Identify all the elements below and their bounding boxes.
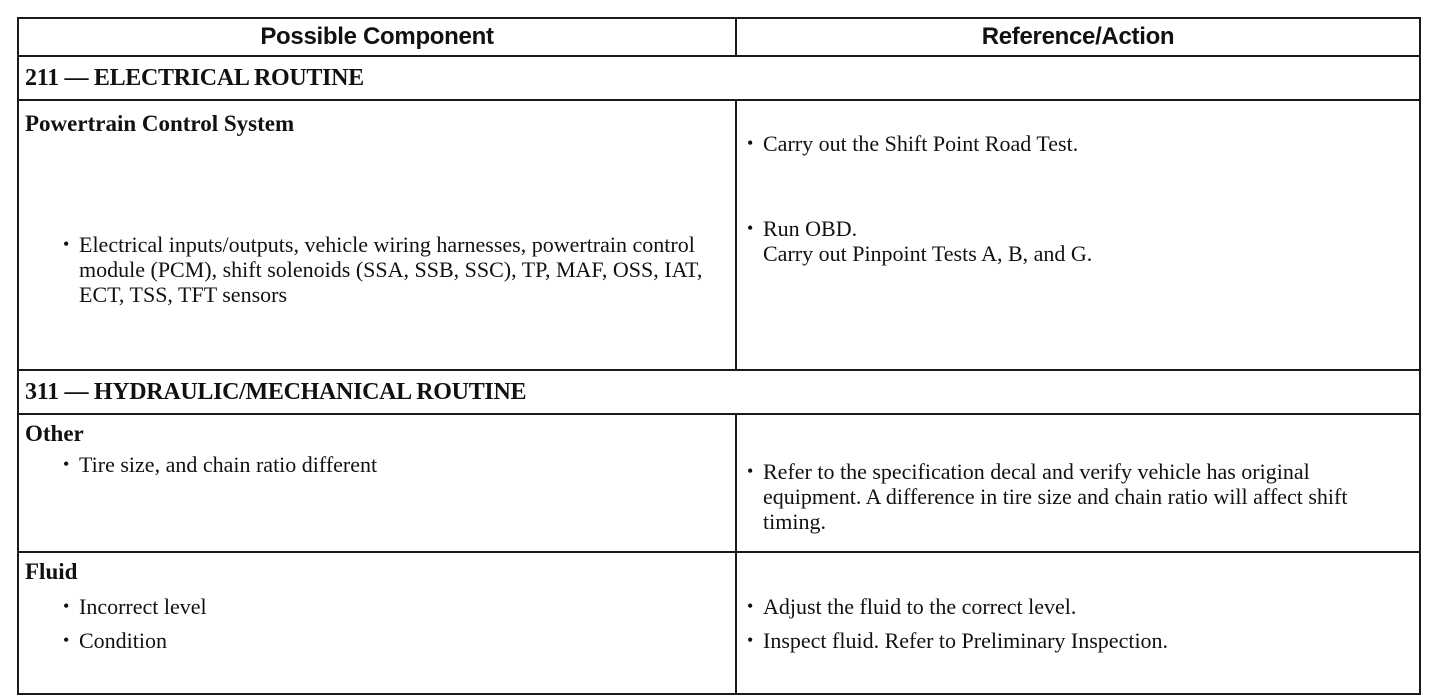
- component-cell: [18, 552, 736, 694]
- bullet: •: [747, 630, 754, 650]
- list-item: [25, 628, 729, 653]
- bullet: •: [747, 218, 754, 238]
- component-cell: [18, 100, 736, 370]
- table-row: [18, 100, 1420, 370]
- list-item: [747, 628, 1413, 653]
- group-title: Fluid: [25, 559, 78, 584]
- action-line: Run OBD.: [763, 216, 858, 241]
- action-text: Refer to the specification decal and verify vehicle has original equipment. A difference in tire size and chain ratio will affect shift timing.: [763, 459, 1348, 534]
- section-row-hydraulic: [18, 370, 1420, 414]
- component-text: Electrical inputs/outputs, vehicle wiring harnesses, powertrain control module (PCM), shift solenoids (SSA, SSB, SSC), TP, MAF, OSS, IAT, ECT, TSS, TFT sensors: [79, 232, 703, 307]
- list-item: [25, 232, 729, 307]
- action-cell: [736, 414, 1420, 552]
- bullet: •: [747, 133, 754, 153]
- action-cell: [736, 100, 1420, 370]
- list-item: [747, 216, 1413, 266]
- group-title: Powertrain Control System: [25, 111, 295, 136]
- table-header-row: [18, 18, 1420, 56]
- section-title: 311 — HYDRAULIC/MECHANICAL ROUTINE: [18, 370, 1420, 414]
- component-text: Tire size, and chain ratio different: [79, 452, 378, 477]
- bullet: •: [747, 461, 754, 481]
- action-cell: [736, 552, 1420, 694]
- bullet: •: [63, 454, 70, 474]
- section-row-electrical: [18, 56, 1420, 100]
- action-line: Carry out Pinpoint Tests A, B, and G.: [763, 241, 1093, 266]
- list-item: [25, 452, 729, 477]
- bullet: •: [63, 234, 70, 254]
- header-reference-action: Reference/Action: [736, 18, 1420, 56]
- bullet: •: [63, 630, 70, 650]
- list-item: [747, 459, 1413, 534]
- action-text: [763, 216, 1413, 266]
- group-title: Other: [25, 421, 84, 446]
- action-text: Inspect fluid. Refer to Preliminary Inspection.: [763, 628, 1169, 653]
- table-row: [18, 414, 1420, 552]
- component-text: Condition: [79, 628, 168, 653]
- table-row: [18, 552, 1420, 694]
- list-item: [747, 594, 1413, 619]
- header-possible-component: Possible Component: [18, 18, 736, 56]
- list-item: [747, 131, 1413, 156]
- component-text: Incorrect level: [79, 594, 207, 619]
- bullet: •: [63, 596, 70, 616]
- component-cell: [18, 414, 736, 552]
- list-item: [25, 594, 729, 619]
- section-title: 211 — ELECTRICAL ROUTINE: [18, 56, 1420, 100]
- action-text: Carry out the Shift Point Road Test.: [763, 131, 1079, 156]
- action-text: Adjust the fluid to the correct level.: [763, 594, 1077, 619]
- diagnostic-table: [17, 17, 1421, 695]
- bullet: •: [747, 596, 754, 616]
